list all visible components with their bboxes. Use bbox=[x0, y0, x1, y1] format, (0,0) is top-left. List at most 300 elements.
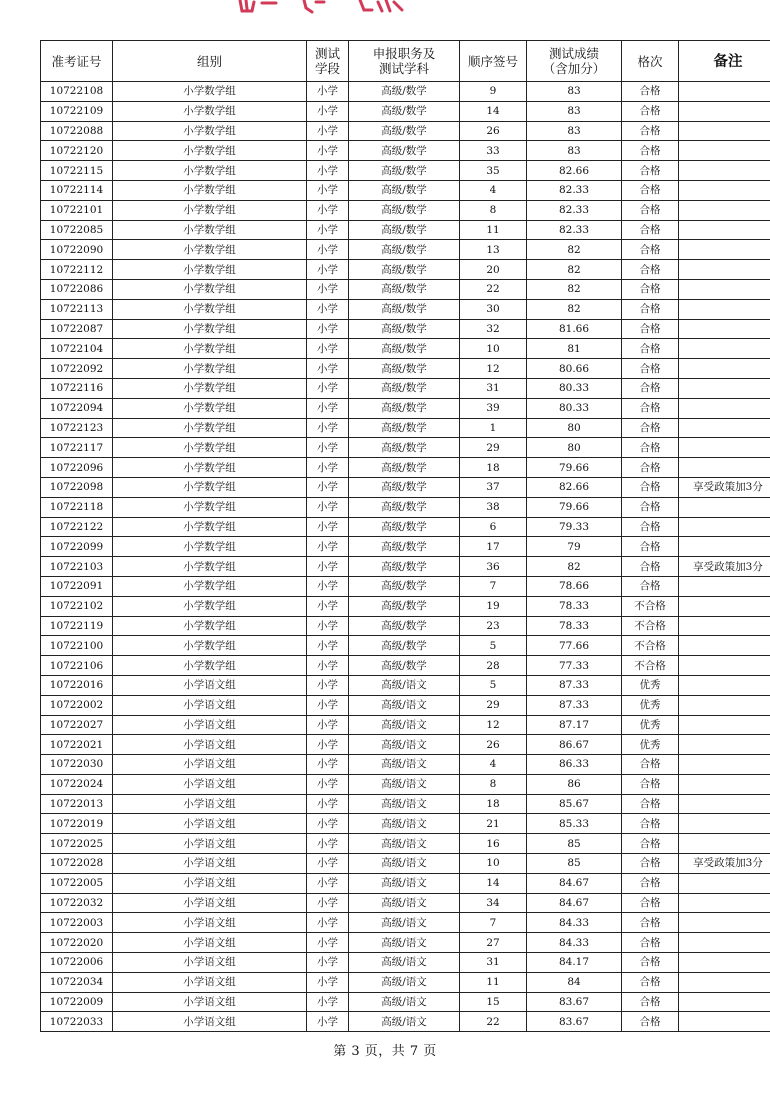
cell-id: 10722013 bbox=[41, 794, 113, 814]
cell-order: 5 bbox=[460, 636, 527, 656]
cell-remark bbox=[679, 537, 770, 557]
cell-position: 高级/数学 bbox=[349, 240, 460, 260]
cell-remark bbox=[679, 992, 770, 1012]
cell-score: 83 bbox=[527, 121, 622, 141]
cell-score: 87.33 bbox=[527, 675, 622, 695]
cell-stage: 小学 bbox=[307, 101, 349, 121]
cell-order: 11 bbox=[460, 220, 527, 240]
cell-grade: 合格 bbox=[622, 933, 679, 953]
cell-order: 12 bbox=[460, 715, 527, 735]
cell-grade: 合格 bbox=[622, 299, 679, 319]
cell-position: 高级/语文 bbox=[349, 854, 460, 874]
cell-remark bbox=[679, 517, 770, 537]
cell-id: 10722104 bbox=[41, 339, 113, 359]
cell-score: 86.33 bbox=[527, 755, 622, 775]
cell-order: 11 bbox=[460, 972, 527, 992]
cell-stage: 小学 bbox=[307, 576, 349, 596]
cell-position: 高级/语文 bbox=[349, 715, 460, 735]
cell-grade: 优秀 bbox=[622, 715, 679, 735]
cell-order: 31 bbox=[460, 378, 527, 398]
table-row bbox=[41, 834, 770, 854]
cell-remark bbox=[679, 497, 770, 517]
cell-order: 28 bbox=[460, 656, 527, 676]
cell-id: 10722092 bbox=[41, 359, 113, 379]
cell-score: 87.17 bbox=[527, 715, 622, 735]
table-row bbox=[41, 735, 770, 755]
cell-position: 高级/语文 bbox=[349, 755, 460, 775]
cell-position: 高级/数学 bbox=[349, 398, 460, 418]
cell-order: 7 bbox=[460, 913, 527, 933]
cell-stage: 小学 bbox=[307, 616, 349, 636]
cell-grade: 优秀 bbox=[622, 735, 679, 755]
cell-group: 小学语文组 bbox=[113, 834, 307, 854]
cell-order: 12 bbox=[460, 359, 527, 379]
cell-position: 高级/语文 bbox=[349, 774, 460, 794]
table-row bbox=[41, 715, 770, 735]
cell-group: 小学数学组 bbox=[113, 418, 307, 438]
cell-group: 小学数学组 bbox=[113, 616, 307, 636]
cell-stage: 小学 bbox=[307, 814, 349, 834]
cell-score: 84.67 bbox=[527, 873, 622, 893]
cell-remark bbox=[679, 755, 770, 775]
cell-grade: 合格 bbox=[622, 755, 679, 775]
cell-grade: 合格 bbox=[622, 953, 679, 973]
cell-grade: 合格 bbox=[622, 913, 679, 933]
cell-stage: 小学 bbox=[307, 1012, 349, 1032]
table-row bbox=[41, 913, 770, 933]
cell-stage: 小学 bbox=[307, 715, 349, 735]
cell-remark bbox=[679, 794, 770, 814]
cell-position: 高级/数学 bbox=[349, 299, 460, 319]
cell-score: 85 bbox=[527, 854, 622, 874]
cell-order: 5 bbox=[460, 675, 527, 695]
cell-order: 4 bbox=[460, 180, 527, 200]
cell-score: 82.33 bbox=[527, 200, 622, 220]
cell-id: 10722030 bbox=[41, 755, 113, 775]
cell-stage: 小学 bbox=[307, 200, 349, 220]
cell-stage: 小学 bbox=[307, 438, 349, 458]
cell-remark bbox=[679, 972, 770, 992]
table-row bbox=[41, 180, 770, 200]
cell-position: 高级/数学 bbox=[349, 200, 460, 220]
cell-position: 高级/语文 bbox=[349, 873, 460, 893]
cell-score: 78.66 bbox=[527, 576, 622, 596]
cell-group: 小学数学组 bbox=[113, 200, 307, 220]
table-row bbox=[41, 141, 770, 161]
cell-stage: 小学 bbox=[307, 873, 349, 893]
cell-score: 80.66 bbox=[527, 359, 622, 379]
cell-stage: 小学 bbox=[307, 82, 349, 102]
table-row bbox=[41, 279, 770, 299]
cell-group: 小学数学组 bbox=[113, 596, 307, 616]
cell-id: 10722005 bbox=[41, 873, 113, 893]
cell-id: 10722032 bbox=[41, 893, 113, 913]
cell-grade: 合格 bbox=[622, 359, 679, 379]
header-grade: 格次 bbox=[622, 41, 679, 82]
cell-remark bbox=[679, 438, 770, 458]
cell-stage: 小学 bbox=[307, 893, 349, 913]
cell-order: 18 bbox=[460, 794, 527, 814]
cell-remark bbox=[679, 735, 770, 755]
cell-id: 10722009 bbox=[41, 992, 113, 1012]
cell-stage: 小学 bbox=[307, 180, 349, 200]
cell-position: 高级/语文 bbox=[349, 992, 460, 1012]
cell-position: 高级/数学 bbox=[349, 378, 460, 398]
table-row bbox=[41, 854, 770, 874]
cell-score: 84.67 bbox=[527, 893, 622, 913]
cell-position: 高级/数学 bbox=[349, 576, 460, 596]
cell-position: 高级/数学 bbox=[349, 82, 460, 102]
cell-grade: 合格 bbox=[622, 319, 679, 339]
cell-id: 10722115 bbox=[41, 161, 113, 181]
cell-score: 82 bbox=[527, 260, 622, 280]
cell-remark bbox=[679, 161, 770, 181]
cell-grade: 合格 bbox=[622, 161, 679, 181]
page-footer: 第 3 页，共 7 页 bbox=[333, 1044, 437, 1059]
cell-stage: 小学 bbox=[307, 299, 349, 319]
cell-score: 86 bbox=[527, 774, 622, 794]
cell-stage: 小学 bbox=[307, 972, 349, 992]
cell-remark: 享受政策加3分 bbox=[679, 854, 770, 874]
table-row bbox=[41, 101, 770, 121]
cell-grade: 合格 bbox=[622, 1012, 679, 1032]
cell-id: 10722117 bbox=[41, 438, 113, 458]
cell-group: 小学语文组 bbox=[113, 695, 307, 715]
cell-remark bbox=[679, 260, 770, 280]
cell-remark bbox=[679, 240, 770, 260]
table-row bbox=[41, 596, 770, 616]
table-row bbox=[41, 537, 770, 557]
cell-remark bbox=[679, 458, 770, 478]
cell-remark bbox=[679, 180, 770, 200]
cell-position: 高级/数学 bbox=[349, 220, 460, 240]
table-row bbox=[41, 774, 770, 794]
cell-id: 10722027 bbox=[41, 715, 113, 735]
table-row bbox=[41, 636, 770, 656]
table-row bbox=[41, 121, 770, 141]
cell-group: 小学语文组 bbox=[113, 913, 307, 933]
cell-remark bbox=[679, 101, 770, 121]
cell-order: 32 bbox=[460, 319, 527, 339]
cell-id: 10722019 bbox=[41, 814, 113, 834]
table-row bbox=[41, 82, 770, 102]
cell-id: 10722109 bbox=[41, 101, 113, 121]
table-row bbox=[41, 319, 770, 339]
table-row bbox=[41, 438, 770, 458]
cell-stage: 小学 bbox=[307, 359, 349, 379]
cell-remark bbox=[679, 933, 770, 953]
cell-stage: 小学 bbox=[307, 834, 349, 854]
cell-stage: 小学 bbox=[307, 695, 349, 715]
cell-position: 高级/数学 bbox=[349, 339, 460, 359]
cell-score: 80 bbox=[527, 438, 622, 458]
cell-grade: 合格 bbox=[622, 438, 679, 458]
table-row bbox=[41, 576, 770, 596]
cell-order: 17 bbox=[460, 537, 527, 557]
cell-group: 小学数学组 bbox=[113, 141, 307, 161]
cell-position: 高级/数学 bbox=[349, 497, 460, 517]
cell-position: 高级/数学 bbox=[349, 161, 460, 181]
cell-stage: 小学 bbox=[307, 339, 349, 359]
header-id: 准考证号 bbox=[41, 41, 113, 82]
cell-position: 高级/语文 bbox=[349, 893, 460, 913]
cell-remark bbox=[679, 121, 770, 141]
table-row bbox=[41, 260, 770, 280]
cell-order: 14 bbox=[460, 101, 527, 121]
cell-stage: 小学 bbox=[307, 240, 349, 260]
cell-score: 79.66 bbox=[527, 458, 622, 478]
cell-stage: 小学 bbox=[307, 398, 349, 418]
cell-order: 18 bbox=[460, 458, 527, 478]
cell-group: 小学语文组 bbox=[113, 715, 307, 735]
table-row bbox=[41, 398, 770, 418]
cell-remark bbox=[679, 814, 770, 834]
cell-stage: 小学 bbox=[307, 497, 349, 517]
cell-group: 小学数学组 bbox=[113, 477, 307, 497]
table-header-row bbox=[41, 41, 770, 82]
cell-id: 10722025 bbox=[41, 834, 113, 854]
cell-position: 高级/数学 bbox=[349, 477, 460, 497]
table-row bbox=[41, 359, 770, 379]
cell-id: 10722091 bbox=[41, 576, 113, 596]
cell-order: 16 bbox=[460, 834, 527, 854]
table-row bbox=[41, 161, 770, 181]
cell-grade: 合格 bbox=[622, 200, 679, 220]
cell-stage: 小学 bbox=[307, 557, 349, 577]
cell-id: 10722116 bbox=[41, 378, 113, 398]
cell-group: 小学数学组 bbox=[113, 339, 307, 359]
table-row bbox=[41, 517, 770, 537]
cell-id: 10722120 bbox=[41, 141, 113, 161]
cell-grade: 合格 bbox=[622, 576, 679, 596]
cell-id: 10722099 bbox=[41, 537, 113, 557]
cell-grade: 合格 bbox=[622, 873, 679, 893]
cell-position: 高级/语文 bbox=[349, 972, 460, 992]
header-order: 顺序签号 bbox=[460, 41, 527, 82]
cell-remark bbox=[679, 576, 770, 596]
cell-id: 10722118 bbox=[41, 497, 113, 517]
cell-score: 84.33 bbox=[527, 933, 622, 953]
table-row bbox=[41, 418, 770, 438]
table-row bbox=[41, 656, 770, 676]
cell-order: 21 bbox=[460, 814, 527, 834]
cell-order: 22 bbox=[460, 1012, 527, 1032]
table-row bbox=[41, 1012, 770, 1032]
cell-group: 小学数学组 bbox=[113, 537, 307, 557]
cell-stage: 小学 bbox=[307, 319, 349, 339]
cell-grade: 合格 bbox=[622, 794, 679, 814]
cell-score: 79.33 bbox=[527, 517, 622, 537]
cell-stage: 小学 bbox=[307, 458, 349, 478]
cell-grade: 合格 bbox=[622, 101, 679, 121]
cell-position: 高级/语文 bbox=[349, 735, 460, 755]
cell-id: 10722020 bbox=[41, 933, 113, 953]
cell-order: 30 bbox=[460, 299, 527, 319]
cell-stage: 小学 bbox=[307, 913, 349, 933]
table-body bbox=[41, 82, 770, 1032]
cell-id: 10722098 bbox=[41, 477, 113, 497]
cell-order: 26 bbox=[460, 121, 527, 141]
cell-id: 10722119 bbox=[41, 616, 113, 636]
cell-grade: 合格 bbox=[622, 557, 679, 577]
cell-order: 15 bbox=[460, 992, 527, 1012]
cell-id: 10722028 bbox=[41, 854, 113, 874]
cell-group: 小学语文组 bbox=[113, 854, 307, 874]
cell-group: 小学语文组 bbox=[113, 774, 307, 794]
cell-stage: 小学 bbox=[307, 477, 349, 497]
cell-order: 13 bbox=[460, 240, 527, 260]
cell-order: 6 bbox=[460, 517, 527, 537]
cell-id: 10722108 bbox=[41, 82, 113, 102]
cell-remark bbox=[679, 418, 770, 438]
cell-group: 小学数学组 bbox=[113, 121, 307, 141]
cell-remark bbox=[679, 913, 770, 933]
cell-id: 10722103 bbox=[41, 557, 113, 577]
cell-stage: 小学 bbox=[307, 992, 349, 1012]
cell-order: 20 bbox=[460, 260, 527, 280]
table-row bbox=[41, 953, 770, 973]
table-row bbox=[41, 992, 770, 1012]
cell-id: 10722122 bbox=[41, 517, 113, 537]
cell-score: 81.66 bbox=[527, 319, 622, 339]
cell-group: 小学数学组 bbox=[113, 517, 307, 537]
cell-stage: 小学 bbox=[307, 755, 349, 775]
cell-grade: 优秀 bbox=[622, 675, 679, 695]
cell-group: 小学语文组 bbox=[113, 992, 307, 1012]
cell-position: 高级/语文 bbox=[349, 933, 460, 953]
cell-order: 37 bbox=[460, 477, 527, 497]
cell-group: 小学数学组 bbox=[113, 240, 307, 260]
cell-id: 10722096 bbox=[41, 458, 113, 478]
cell-order: 26 bbox=[460, 735, 527, 755]
cell-remark bbox=[679, 319, 770, 339]
cell-group: 小学数学组 bbox=[113, 656, 307, 676]
table-row bbox=[41, 695, 770, 715]
cell-remark bbox=[679, 359, 770, 379]
cell-stage: 小学 bbox=[307, 141, 349, 161]
cell-position: 高级/数学 bbox=[349, 438, 460, 458]
cell-id: 10722123 bbox=[41, 418, 113, 438]
cell-group: 小学数学组 bbox=[113, 161, 307, 181]
cell-id: 10722024 bbox=[41, 774, 113, 794]
cell-group: 小学数学组 bbox=[113, 260, 307, 280]
cell-remark bbox=[679, 299, 770, 319]
cell-position: 高级/语文 bbox=[349, 1012, 460, 1032]
cell-grade: 合格 bbox=[622, 854, 679, 874]
cell-stage: 小学 bbox=[307, 794, 349, 814]
cell-order: 39 bbox=[460, 398, 527, 418]
cell-position: 高级/语文 bbox=[349, 953, 460, 973]
cell-position: 高级/数学 bbox=[349, 121, 460, 141]
cell-grade: 合格 bbox=[622, 834, 679, 854]
cell-stage: 小学 bbox=[307, 537, 349, 557]
cell-order: 29 bbox=[460, 695, 527, 715]
cell-id: 10722002 bbox=[41, 695, 113, 715]
cell-grade: 合格 bbox=[622, 992, 679, 1012]
cell-grade: 合格 bbox=[622, 82, 679, 102]
cell-stage: 小学 bbox=[307, 596, 349, 616]
cell-id: 10722114 bbox=[41, 180, 113, 200]
cell-stage: 小学 bbox=[307, 260, 349, 280]
cell-group: 小学数学组 bbox=[113, 180, 307, 200]
cell-group: 小学数学组 bbox=[113, 101, 307, 121]
cell-remark bbox=[679, 774, 770, 794]
cell-score: 79.66 bbox=[527, 497, 622, 517]
cell-id: 10722113 bbox=[41, 299, 113, 319]
cell-stage: 小学 bbox=[307, 418, 349, 438]
cell-grade: 合格 bbox=[622, 339, 679, 359]
cell-order: 36 bbox=[460, 557, 527, 577]
table-row bbox=[41, 240, 770, 260]
cell-grade: 合格 bbox=[622, 418, 679, 438]
cell-remark bbox=[679, 1012, 770, 1032]
cell-remark bbox=[679, 953, 770, 973]
cell-score: 83.67 bbox=[527, 1012, 622, 1032]
cell-remark bbox=[679, 596, 770, 616]
cell-position: 高级/数学 bbox=[349, 596, 460, 616]
cell-order: 35 bbox=[460, 161, 527, 181]
cell-remark bbox=[679, 715, 770, 735]
cell-grade: 不合格 bbox=[622, 656, 679, 676]
cell-grade: 不合格 bbox=[622, 636, 679, 656]
header-position: 申报职务及 测试学科 bbox=[349, 41, 460, 82]
header-stage: 测试 学段 bbox=[307, 41, 349, 82]
cell-remark bbox=[679, 893, 770, 913]
table-row bbox=[41, 616, 770, 636]
cell-grade: 合格 bbox=[622, 121, 679, 141]
cell-id: 10722102 bbox=[41, 596, 113, 616]
cell-id: 10722021 bbox=[41, 735, 113, 755]
cell-group: 小学语文组 bbox=[113, 893, 307, 913]
cell-grade: 合格 bbox=[622, 220, 679, 240]
cell-grade: 合格 bbox=[622, 398, 679, 418]
cell-position: 高级/数学 bbox=[349, 656, 460, 676]
cell-score: 85.67 bbox=[527, 794, 622, 814]
cell-position: 高级/数学 bbox=[349, 418, 460, 438]
cell-id: 10722033 bbox=[41, 1012, 113, 1032]
cell-score: 78.33 bbox=[527, 616, 622, 636]
cell-order: 31 bbox=[460, 953, 527, 973]
table-row bbox=[41, 458, 770, 478]
cell-remark bbox=[679, 656, 770, 676]
cell-group: 小学语文组 bbox=[113, 1012, 307, 1032]
cell-stage: 小学 bbox=[307, 933, 349, 953]
cell-score: 78.33 bbox=[527, 596, 622, 616]
table-row bbox=[41, 557, 770, 577]
cell-score: 83.67 bbox=[527, 992, 622, 1012]
cell-grade: 合格 bbox=[622, 517, 679, 537]
cell-position: 高级/语文 bbox=[349, 834, 460, 854]
cell-score: 82 bbox=[527, 240, 622, 260]
cell-group: 小学数学组 bbox=[113, 279, 307, 299]
table-row bbox=[41, 220, 770, 240]
cell-stage: 小学 bbox=[307, 220, 349, 240]
cell-group: 小学语文组 bbox=[113, 814, 307, 834]
cell-stage: 小学 bbox=[307, 953, 349, 973]
cell-id: 10722087 bbox=[41, 319, 113, 339]
cell-id: 10722006 bbox=[41, 953, 113, 973]
cell-grade: 合格 bbox=[622, 260, 679, 280]
cell-score: 77.33 bbox=[527, 656, 622, 676]
cell-id: 10722112 bbox=[41, 260, 113, 280]
cell-score: 79 bbox=[527, 537, 622, 557]
table-row bbox=[41, 794, 770, 814]
cell-remark bbox=[679, 82, 770, 102]
table-row bbox=[41, 893, 770, 913]
table-row bbox=[41, 755, 770, 775]
cell-group: 小学语文组 bbox=[113, 755, 307, 775]
cell-score: 77.66 bbox=[527, 636, 622, 656]
